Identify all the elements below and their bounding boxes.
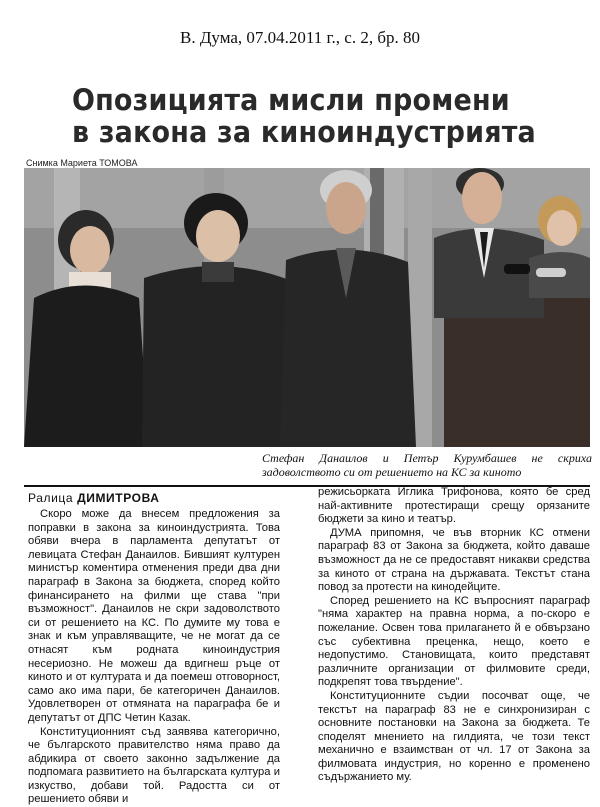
source-line: В. Дума, 07.04.2011 г., с. 2, бр. 80 (0, 28, 600, 48)
paragraph: Конституционните съдии посочват още, че текстът на параграф 83 не е синхронизиран с основните постановки на Закона за бюджета. Те споделят мнението на гилдията, че този текст механично е взаимстван от чл. 17 от Закона за филмовата индустрия, но коренно е променено съдържанието му. (318, 690, 590, 785)
article-column-left (28, 508, 280, 807)
byline (28, 491, 160, 505)
author-last-name: ДИМИТРОВА (77, 491, 159, 505)
paragraph: Според решението на КС въпросният параграф "няма характер на правна норма, а по-скоро е пожелание. Освен това прилагането й е обвързано със субективна преценка, нещо, което е недопустимо. Становищата, които представят различните организации от филмовите среди, подкрепят това твърдение". (318, 595, 590, 690)
article-headline (72, 84, 556, 148)
article-photo (24, 168, 590, 447)
author-first-name: Ралица (28, 491, 73, 505)
paragraph: режисьорката Иглика Трифонова, която бе сред най-активните протестиращи срещу орязаните бюджети за кино и театър. (318, 486, 590, 527)
photo-credit: Снимка Мариета ТОМОВА (24, 158, 140, 168)
paragraph: Скоро може да внесем предложения за поправки в закона за киноиндустрията. Това обяви вчера в парламента депутатът от левицата Стефан Данаилов. Бившият културен министър коментира отменения преди два дни параграф в Закона за бюджета, според който финансирането на филми ще става "при възможност". Данаилов не скри задоволството си от решението на КС. По думите му това е знак и към управляващите, че не могат да се отнасят към родната киноиндустрия несериозно. Не можеш да вдигнеш ръце от киното и от културата и да поемеш отговорност, само ако има пари, бе категоричен Данаилов. Удовлетворен от отмяната на параграфа бе и депутатът от ДПС Четин Казак. (28, 508, 280, 726)
paragraph: Конституционният съд заявява категорично, че българското правителство няма право да абдикира от своето законно задължение да подпомага развитието на българската култура и изкуство, добави той. Радостта си от решението обяви и (28, 726, 280, 807)
photo-illustration (24, 168, 590, 447)
headline-line-2: в закона за киноиндустрията (72, 116, 556, 148)
article-column-right (318, 486, 590, 785)
headline-line-1: Опозицията мисли промени (72, 84, 556, 116)
photo-caption: Стефан Данаилов и Петър Курумбашев не скриха задоволството си от решението на КС за киното (262, 451, 592, 479)
paragraph: ДУМА припомня, че във вторник КС отмени параграф 83 от Закона за бюджета, който даваше възможност да не се предоставят никакви средства за киното от страна на държавата. Текстът стана повод за протести на кинодейците. (318, 527, 590, 595)
